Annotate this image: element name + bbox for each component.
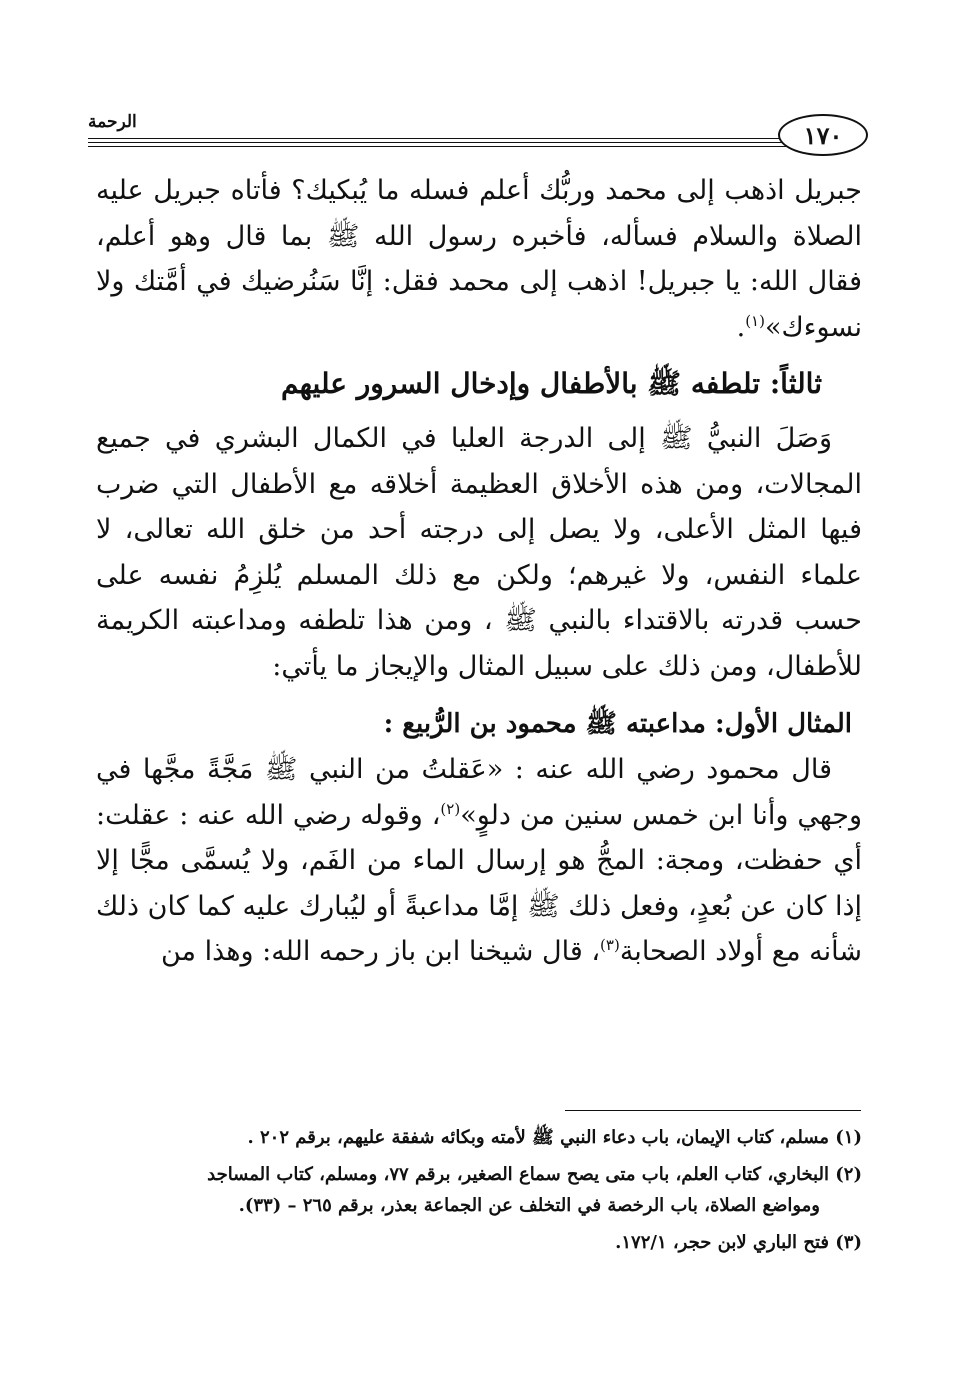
- section-heading: ثالثاً: تلطفه ﷺ بالأطفال وإدخال السرور عليهم: [280, 367, 822, 400]
- paragraph-1: [96, 168, 862, 350]
- footnote-2: [96, 1159, 862, 1221]
- footnote-2-continuation: ومواضع الصلاة، باب الرخصة في التخلف عن الجماعة بعذر، برقم ٢٦٥ – (٣٣).: [238, 1195, 820, 1216]
- footnotes: [96, 1122, 862, 1264]
- paragraph-2: وَصَلَ النبيُّ ﷺ إلى الدرجة العليا في الكمال البشري في جميع المجالات، ومن هذه الأخلاق العظيمة أخلاقه مع الأطفال التي ضرب فيها المثل الأعلى، ولا يصل إلى درجته أحد من خلق الله تعالى، لا علماء النفس، ولا غيرهم؛ ولكن مع ذلك المسلم يُلزِمُ نفسه على حسب قدرته بالاقتداء بالنبي ﷺ ، ومن هذا تلطفه ومداعبته الكريمة للأطفال، ومن ذلك على سبيل المثال والإيجاز ما يأتي:: [96, 423, 862, 682]
- running-title: الرحمة: [88, 112, 137, 132]
- paragraph-3: [96, 747, 862, 975]
- example-heading: المثال الأول: مداعبته ﷺ محمود بن الرُّبيع :: [383, 709, 852, 739]
- footnote-2-text: البخاري، كتاب العلم، باب متى يصح سماع الصغير، برقم ٧٧، ومسلم، كتاب المساجد: [207, 1164, 829, 1185]
- footnote-ref-1: (١): [745, 311, 765, 330]
- footnote-3: [96, 1227, 862, 1258]
- header-rule: [88, 138, 828, 143]
- footnote-3-text: فتح الباري لابن حجر، ١٧٢/١.: [615, 1232, 829, 1253]
- footnote-3-number: (٣): [835, 1232, 862, 1253]
- footnote-ref-2: (٢): [440, 799, 461, 818]
- page-number: ١٧٠: [778, 114, 868, 156]
- paragraph-3-part-a: قال محمود رضي الله عنه : «عَقلتُ من النبي ﷺ مَجَّةً مجَّها في وجهي وأنا ابن خمس سنين من دلوٍ»: [96, 754, 863, 831]
- page-header: [88, 108, 868, 154]
- footnote-1-number: (١): [835, 1127, 862, 1148]
- footnote-separator: [565, 1110, 861, 1111]
- header-rule-thin: [88, 146, 828, 147]
- footnote-2-number: (٢): [835, 1164, 862, 1185]
- footnote-1: [96, 1122, 862, 1153]
- paragraph-3-part-b: ، وقوله رضي الله عنه : عقلت: أي حفظت، ومجة: المجُّ هو إرسال الماء من الفَم، ولا يُسمَّى مجًّا إلا إذا كان عن بُعدٍ، وفعل ذلك ﷺ إمَّا مداعبةً أو ليُبارك عليه كما كان ذلك شأنه مع أولاد الصحابة: [96, 799, 862, 967]
- footnote-1-text: مسلم، كتاب الإيمان، باب دعاء النبي ﷺ لأمته وبكائه شفقة عليهم، برقم ٢٠٢ .: [247, 1127, 829, 1148]
- paragraph-1-end: .: [736, 311, 746, 343]
- paragraph-3-part-c: ، قال شيخنا ابن باز رحمه الله: وهذا من: [160, 936, 601, 967]
- paragraph-1-text: جبريل اذهب إلى محمد وربُّك أعلم فسله ما يُبكيك؟ فأتاه جبريل عليه الصلاة والسلام فسأله، فأخبره رسول الله ﷺ بما قال وهو أعلم، فقال الله: يا جبريل! اذهب إلى محمد فقل: إنَّا سَنُرضيك في أمَّتك ولا نسوءك»: [96, 175, 862, 343]
- footnote-ref-3: (٣): [600, 936, 620, 954]
- body-text: [96, 168, 862, 975]
